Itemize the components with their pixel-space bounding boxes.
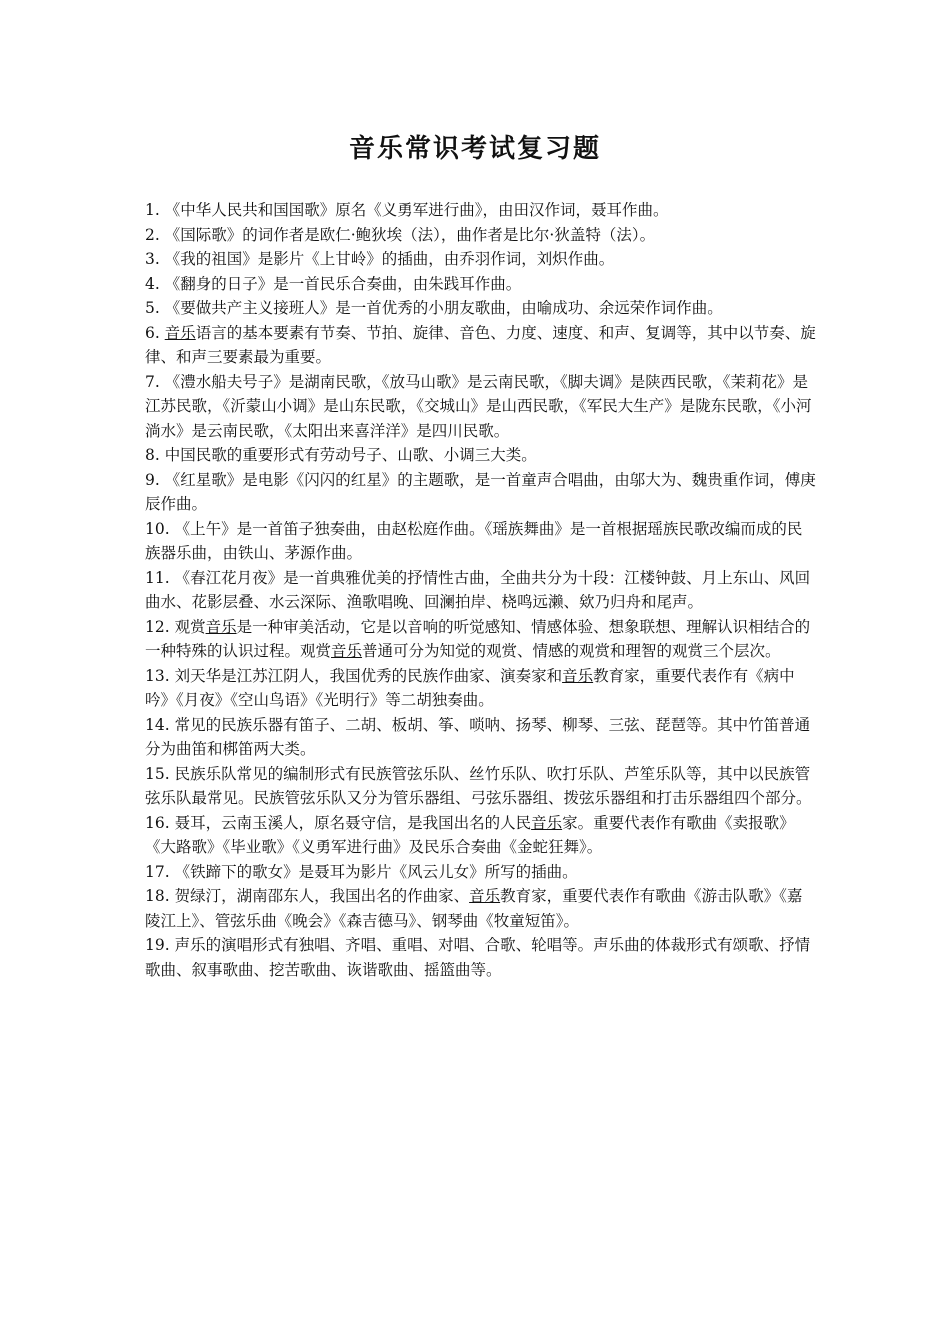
item-text: 10. 《上午》是一首笛子独奏曲，由赵松庭作曲。《瑶族舞曲》是一首根据瑶族民歌改编而成的民族器乐曲，由铁山、茅源作曲。 xyxy=(145,519,803,562)
underlined-term: 音乐 xyxy=(331,642,363,660)
list-item xyxy=(145,615,817,664)
item-text: 5. 《要做共产主义接班人》是一首优秀的小朋友歌曲，由喻成功、余远荣作词作曲。 xyxy=(145,299,723,317)
list-item xyxy=(145,860,817,885)
list-item xyxy=(145,223,817,248)
item-text: 4. 《翻身的日子》是一首民乐合奏曲，由朱践耳作曲。 xyxy=(145,274,522,293)
item-text: 2. 《国际歌》的词作者是欧仁·鲍狄埃（法），曲作者是比尔·狄盖特（法）。 xyxy=(145,225,656,244)
item-text: 15. 民族乐队常见的编制形式有民族管弦乐队、丝竹乐队、吹打乐队、芦笙乐队等，其中以民族管弦乐队最常见。民族管弦乐队又分为管乐器组、弓弦乐器组、拨弦乐器组和打击乐器组四个部分。 xyxy=(145,764,812,807)
list-item xyxy=(145,566,817,615)
list-item xyxy=(145,933,817,982)
underlined-term: 音乐 xyxy=(562,666,594,685)
list-item xyxy=(145,884,817,933)
underlined-term: 音乐 xyxy=(164,323,196,342)
list-item xyxy=(145,517,817,566)
item-text: 17. 《铁蹄下的歌女》是聂耳为影片《风云儿女》所写的插曲。 xyxy=(145,862,578,881)
list-item xyxy=(145,247,817,272)
item-text: 11. 《春江花月夜》是一首典雅优美的抒情性古曲，全曲共分为十段：江楼钟鼓、月上东山、风回曲水、花影层叠、水云深际、渔歌唱晚、回澜拍岸、桡鸣远濑、欸乃归舟和尾声。 xyxy=(145,568,811,611)
list-item xyxy=(145,713,817,762)
item-text: 普通可分为知觉的观赏、情感的观赏和理智的观赏三个层次。 xyxy=(362,642,781,660)
item-text: 12. 观赏 xyxy=(145,617,206,636)
item-text: 语言的基本要素有节奏、节拍、旋律、音色、力度、速度、和声、复调等，其中以节奏、旋律、和声三要素最为重要。 xyxy=(145,323,816,366)
list-item xyxy=(145,443,817,468)
list-item xyxy=(145,296,817,321)
item-text: 教育家，重要代表作有歌曲《游击队歌》《嘉陵江上》、管弦乐曲《晚会》《森吉德马》、钢琴曲《牧童短笛》。 xyxy=(145,887,803,930)
list-item xyxy=(145,370,817,444)
list-item xyxy=(145,321,817,370)
list-item xyxy=(145,198,817,223)
item-text: 8. 中国民歌的重要形式有劳动号子、山歌、小调三大类。 xyxy=(145,446,537,464)
item-text: 6. xyxy=(145,323,165,342)
item-text: 18. 贺绿汀，湖南邵东人，我国出名的作曲家、 xyxy=(145,887,470,905)
list-item xyxy=(145,811,817,860)
question-list xyxy=(145,198,817,982)
underlined-term: 音乐 xyxy=(531,813,563,832)
item-text: 14. 常见的民族乐器有笛子、二胡、板胡、筝、唢呐、扬琴、柳琴、三弦、琵琶等。其中竹笛普通分为曲笛和梆笛两大类。 xyxy=(145,715,811,758)
item-text: 19. 声乐的演唱形式有独唱、齐唱、重唱、对唱、合歌、轮唱等。声乐曲的体裁形式有颂歌、抒情歌曲、叙事歌曲、挖苦歌曲、诙谐歌曲、摇篮曲等。 xyxy=(145,936,811,979)
item-text: 家。重要代表作有歌曲《卖报歌》《大路歌》《毕业歌》《义勇军进行曲》及民乐合奏曲《金蛇狂舞》。 xyxy=(145,813,795,856)
item-text: 3. 《我的祖国》是影片《上甘岭》的插曲，由乔羽作词，刘炽作曲。 xyxy=(145,250,615,268)
list-item xyxy=(145,664,817,713)
item-text: 9. 《红星歌》是电影《闪闪的红星》的主题歌，是一首童声合唱曲，由邬大为、魏贵重作词，傅庚辰作曲。 xyxy=(145,470,816,513)
list-item xyxy=(145,468,817,517)
item-text: 1. 《中华人民共和国国歌》原名《义勇军进行曲》，由田汉作词，聂耳作曲。 xyxy=(145,201,669,219)
list-item xyxy=(145,272,817,297)
item-text: 教育家，重要代表作有《病中吟》《月夜》《空山鸟语》《光明行》等二胡独奏曲。 xyxy=(145,666,795,709)
list-item xyxy=(145,762,817,811)
item-text: 16. 聂耳，云南玉溪人，原名聂守信，是我国出名的人民 xyxy=(145,813,532,832)
underlined-term: 音乐 xyxy=(205,617,237,636)
item-text: 7. 《澧水船夫号子》是湖南民歌，《放马山歌》是云南民歌，《脚夫调》是陕西民歌，《茉莉花》是江苏民歌，《沂蒙山小调》是山东民歌，《交城山》是山西民歌，《军民大生产》是陇东民歌，《小河淌水》是云南民歌，《太阳出来喜洋洋》是四川民歌。 xyxy=(145,372,812,440)
item-text: 13. 刘天华是江苏江阴人，我国优秀的民族作曲家、演奏家和 xyxy=(145,666,563,685)
underlined-term: 音乐 xyxy=(469,887,501,905)
item-text: 是一种审美活动，它是以音响的听觉感知、情感体验、想象联想、理解认识相结合的一种特殊的认识过程。观赏 xyxy=(145,617,811,660)
page-title: 音乐常识考试复习题 xyxy=(348,134,601,164)
